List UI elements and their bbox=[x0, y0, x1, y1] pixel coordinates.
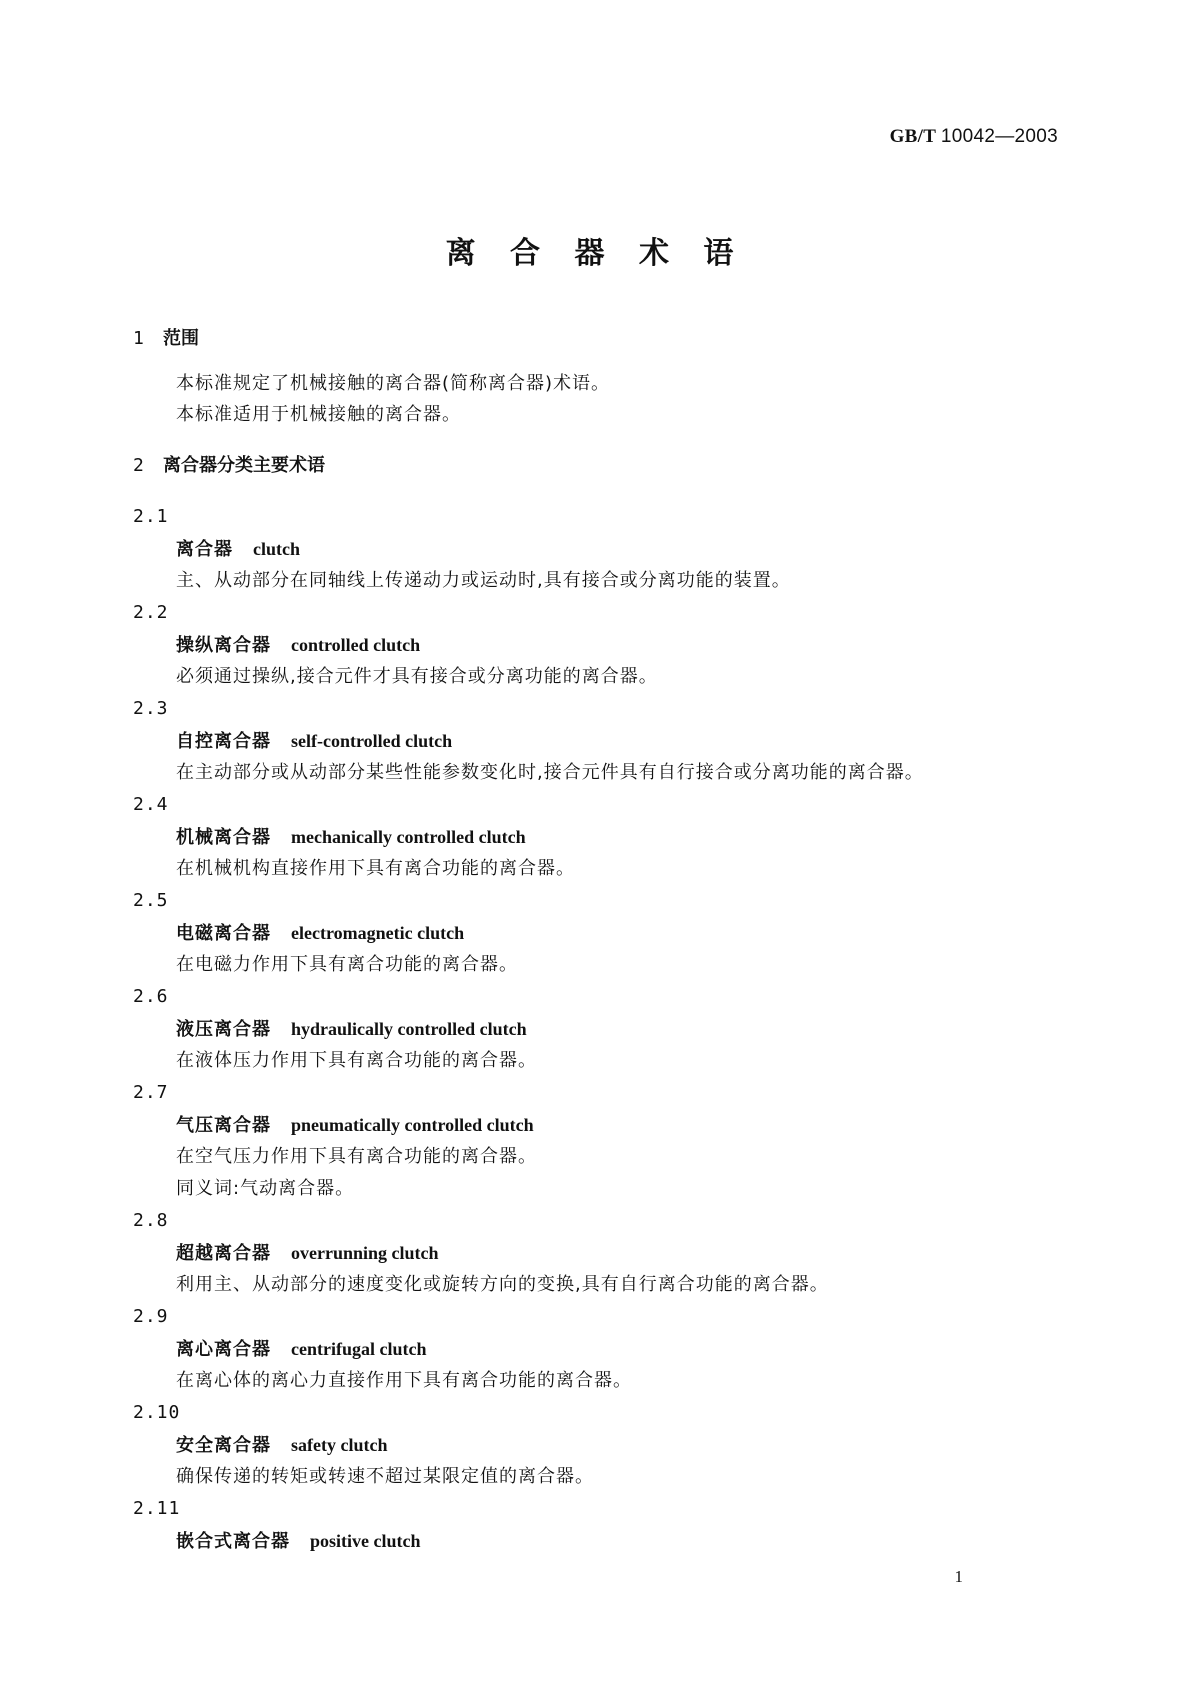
document-title: 离 合 器 术 语 bbox=[445, 236, 746, 271]
section-title: 离合器分类主要术语 bbox=[163, 455, 325, 476]
term-heading bbox=[133, 1237, 1063, 1269]
term-english: mechanically controlled clutch bbox=[291, 827, 526, 847]
page-number: 1 bbox=[954, 1567, 963, 1586]
term-heading bbox=[133, 629, 1063, 661]
term-entry bbox=[133, 1077, 1063, 1205]
paragraph: 本标准规定了机械接触的离合器(简称离合器)术语。 bbox=[176, 373, 611, 394]
term-entry bbox=[133, 981, 1063, 1077]
standard-prefix: GB/T bbox=[889, 126, 936, 147]
term-chinese: 超越离合器 bbox=[176, 1243, 271, 1264]
term-english: electromagnetic clutch bbox=[291, 923, 465, 943]
term-heading bbox=[133, 917, 1063, 949]
term-definition: 在电磁力作用下具有离合功能的离合器。 bbox=[176, 954, 518, 975]
section-number: 2 bbox=[133, 455, 144, 476]
term-number: 2.10 bbox=[133, 1402, 181, 1423]
term-definition: 必须通过操纵,接合元件才具有接合或分离功能的离合器。 bbox=[176, 666, 658, 687]
term-heading bbox=[133, 725, 1063, 757]
term-heading bbox=[133, 533, 1063, 565]
term-chinese: 操纵离合器 bbox=[176, 635, 271, 656]
term-definition: 主、从动部分在同轴线上传递动力或运动时,具有接合或分离功能的装置。 bbox=[176, 570, 791, 591]
standard-number: 10042—2003 bbox=[940, 126, 1058, 147]
standard-code bbox=[890, 126, 1058, 148]
term-heading bbox=[133, 821, 1063, 853]
section-heading-terms bbox=[133, 450, 1063, 481]
section-title: 范围 bbox=[163, 328, 199, 349]
term-entry bbox=[133, 597, 1063, 693]
term-heading bbox=[133, 1429, 1063, 1461]
term-english: centrifugal clutch bbox=[291, 1339, 427, 1359]
term-number: 2.11 bbox=[133, 1498, 181, 1519]
term-number: 2.3 bbox=[133, 698, 169, 719]
term-chinese: 离合器 bbox=[176, 539, 233, 560]
term-english: self-controlled clutch bbox=[291, 731, 453, 751]
term-definition: 在主动部分或从动部分某些性能参数变化时,接合元件具有自行接合或分离功能的离合器。 bbox=[176, 762, 924, 783]
term-chinese: 安全离合器 bbox=[176, 1435, 271, 1456]
term-definition: 在空气压力作用下具有离合功能的离合器。 bbox=[176, 1146, 537, 1167]
term-chinese: 自控离合器 bbox=[176, 731, 271, 752]
term-number: 2.1 bbox=[133, 506, 169, 527]
term-definition: 利用主、从动部分的速度变化或旋转方向的变换,具有自行离合功能的离合器。 bbox=[176, 1274, 829, 1295]
term-english: safety clutch bbox=[291, 1435, 388, 1455]
terms-list bbox=[133, 501, 1063, 1557]
term-english: pneumatically controlled clutch bbox=[291, 1115, 534, 1135]
term-number: 2.4 bbox=[133, 794, 169, 815]
section-heading-scope bbox=[133, 323, 1063, 354]
term-entry bbox=[133, 789, 1063, 885]
term-english: clutch bbox=[253, 539, 300, 559]
term-number: 2.5 bbox=[133, 890, 169, 911]
document-body bbox=[133, 323, 1063, 1557]
term-definition: 在机械机构直接作用下具有离合功能的离合器。 bbox=[176, 858, 575, 879]
term-definition: 同义词:气动离合器。 bbox=[176, 1178, 355, 1199]
term-heading bbox=[133, 1525, 1063, 1557]
term-number: 2.2 bbox=[133, 602, 169, 623]
term-number: 2.6 bbox=[133, 986, 169, 1007]
term-heading bbox=[133, 1013, 1063, 1045]
term-entry bbox=[133, 501, 1063, 597]
term-entry bbox=[133, 1205, 1063, 1301]
term-entry bbox=[133, 1301, 1063, 1397]
term-definition: 在离心体的离心力直接作用下具有离合功能的离合器。 bbox=[176, 1370, 632, 1391]
section-number: 1 bbox=[133, 328, 144, 349]
term-chinese: 液压离合器 bbox=[176, 1019, 271, 1040]
term-entry bbox=[133, 693, 1063, 789]
paragraph: 本标准适用于机械接触的离合器。 bbox=[176, 404, 461, 425]
term-chinese: 气压离合器 bbox=[176, 1115, 271, 1136]
term-english: overrunning clutch bbox=[291, 1243, 439, 1263]
term-entry bbox=[133, 1493, 1063, 1557]
term-english: positive clutch bbox=[310, 1531, 421, 1551]
term-entry bbox=[133, 1397, 1063, 1493]
term-definition: 确保传递的转矩或转速不超过某限定值的离合器。 bbox=[176, 1466, 594, 1487]
term-entry bbox=[133, 885, 1063, 981]
term-heading bbox=[133, 1333, 1063, 1365]
term-chinese: 离心离合器 bbox=[176, 1339, 271, 1360]
term-english: hydraulically controlled clutch bbox=[291, 1019, 527, 1039]
term-english: controlled clutch bbox=[291, 635, 421, 655]
term-number: 2.7 bbox=[133, 1082, 169, 1103]
term-chinese: 电磁离合器 bbox=[176, 923, 271, 944]
term-heading bbox=[133, 1109, 1063, 1141]
term-chinese: 机械离合器 bbox=[176, 827, 271, 848]
term-number: 2.9 bbox=[133, 1306, 169, 1327]
term-chinese: 嵌合式离合器 bbox=[176, 1531, 290, 1552]
term-number: 2.8 bbox=[133, 1210, 169, 1231]
term-definition: 在液体压力作用下具有离合功能的离合器。 bbox=[176, 1050, 537, 1071]
